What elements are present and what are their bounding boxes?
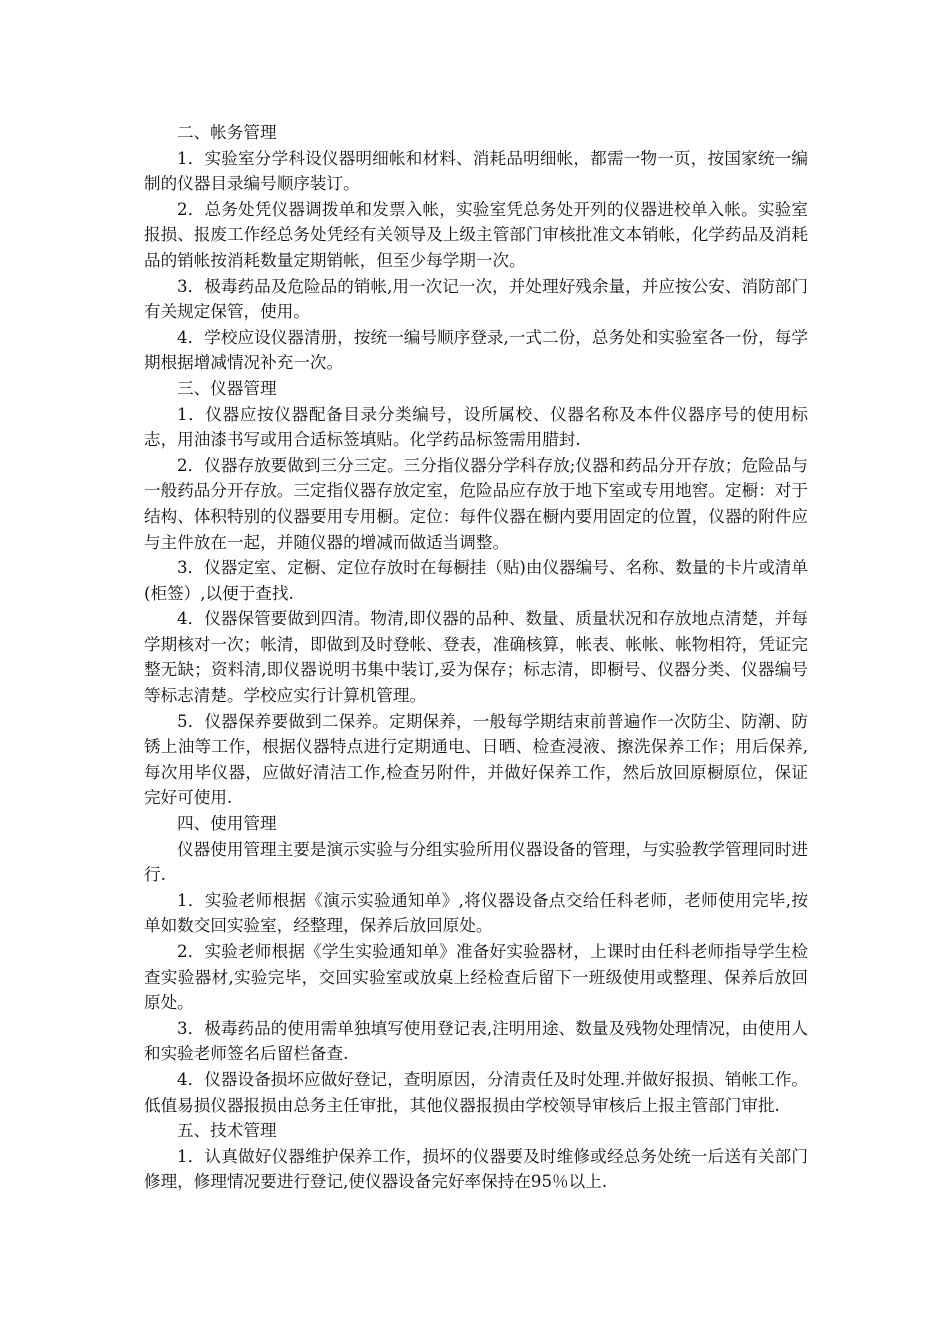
section-heading: 三、仪器管理 — [177, 378, 277, 398]
paragraph: 1．实验室分学科设仪器明细帐和材料、消耗品明细帐，都需一物一页，按国家统一编制的仪器目录编号顺序装订。 — [144, 148, 808, 194]
section-heading: 二、帐务管理 — [177, 123, 277, 142]
section-heading: 五、技术管理 — [177, 1121, 277, 1141]
paragraph: 4．仪器保管要做到四清。物清,即仪器的品种、数量、质量状况和存放地点清楚，并每学期核对一次；帐清，即做到及时登帐、登表，准确核算，帐表、帐帐、帐物相符，凭证完整无缺；资料清,即仪器说明书集中装订,妥为保存；标志清，即橱号、仪器分类、仪器编号等标志清楚。学校应实行计算机管理。 — [144, 609, 808, 706]
paragraph: 1．认真做好仪器维护保养工作，损坏的仪器要及时维修或经总务处统一后送有关部门修理，修理情况要进行登记,使仪器设备完好率保持在95％以上. — [144, 1146, 808, 1192]
paragraph: 2．总务处凭仪器调拨单和发票入帐，实验室凭总务处开列的仪器进校单入帐。实验室报损、报废工作经总务处凭经有关领导及上级主管部门审核批准文本销帐，化学药品及消耗品的销帐按消耗数量定期销帐，但至少每学期一次。 — [144, 199, 808, 270]
paragraph: 3．仪器定室、定橱、定位存放时在每橱挂（贴)由仪器编号、名称、数量的卡片或清单(柜签）,以便于查找. — [144, 558, 808, 603]
paragraph: 3．极毒药品的使用需单独填写使用登记表,注明用途、数量及残物处理情况，由使用人和实验老师签名后留栏备查. — [144, 1018, 808, 1064]
paragraph: 2．仪器存放要做到三分三定。三分指仪器分学科存放;仪器和药品分开存放；危险品与一般药品分开存放。三定指仪器存放定室，危险品应存放于地下室或专用地窖。定橱：对于结构、体积特别的仪器要用专用橱。定位：每件仪器在橱内要用固定的位置，仪器的附件应与主件放在一起，并随仪器的增减而做适当调整。 — [144, 455, 808, 552]
document-body — [144, 120, 808, 1195]
paragraph: 2．实验老师根据《学生实验通知单》准备好实验器材，上课时由任科老师指导学生检查实验器材,实验完毕，交回实验室或放桌上经检查后留下一班级使用或整理、保养后放回原处。 — [144, 942, 808, 1013]
paragraph: 3．极毒药品及危险品的销帐,用一次记一次，并处理好残余量，并应按公安、消防部门有关规定保管，使用。 — [144, 276, 808, 322]
paragraph: 仪器使用管理主要是演示实验与分组实验所用仪器设备的管理，与实验教学管理同时进行. — [144, 839, 808, 885]
paragraph: 1．实验老师根据《演示实验通知单》,将仪器设备点交给任科老师，老师使用完毕,按单如数交回实验室，经整理，保养后放回原处。 — [144, 890, 808, 936]
paragraph: 4．学校应设仪器清册，按统一编号顺序登录,一式二份，总务处和实验室各一份，每学期根据增减情况补充一次。 — [144, 327, 808, 373]
paragraph: 5．仪器保养要做到二保养。定期保养，一般每学期结束前普遍作一次防尘、防潮、防锈上油等工作，根据仪器特点进行定期通电、日晒、检查浸液、擦洗保养工作；用后保养,每次用毕仪器，应做好清洁工作,检查另附件，并做好保养工作，然后放回原橱原位，保证完好可使用. — [144, 711, 808, 808]
paragraph: 1．仪器应按仪器配备目录分类编号，设所属校、仪器名称及本件仪器序号的使用标志，用油漆书写或用合适标签填贴。化学药品标签需用腊封. — [144, 404, 808, 450]
section-heading: 四、使用管理 — [177, 814, 277, 834]
paragraph: 4．仪器设备损坏应做好登记，查明原因，分清责任及时处理.并做好报损、销帐工作。低值易损仪器报损由总务主任审批，其他仪器报损由学校领导审核后上报主管部门审批. — [144, 1069, 808, 1115]
